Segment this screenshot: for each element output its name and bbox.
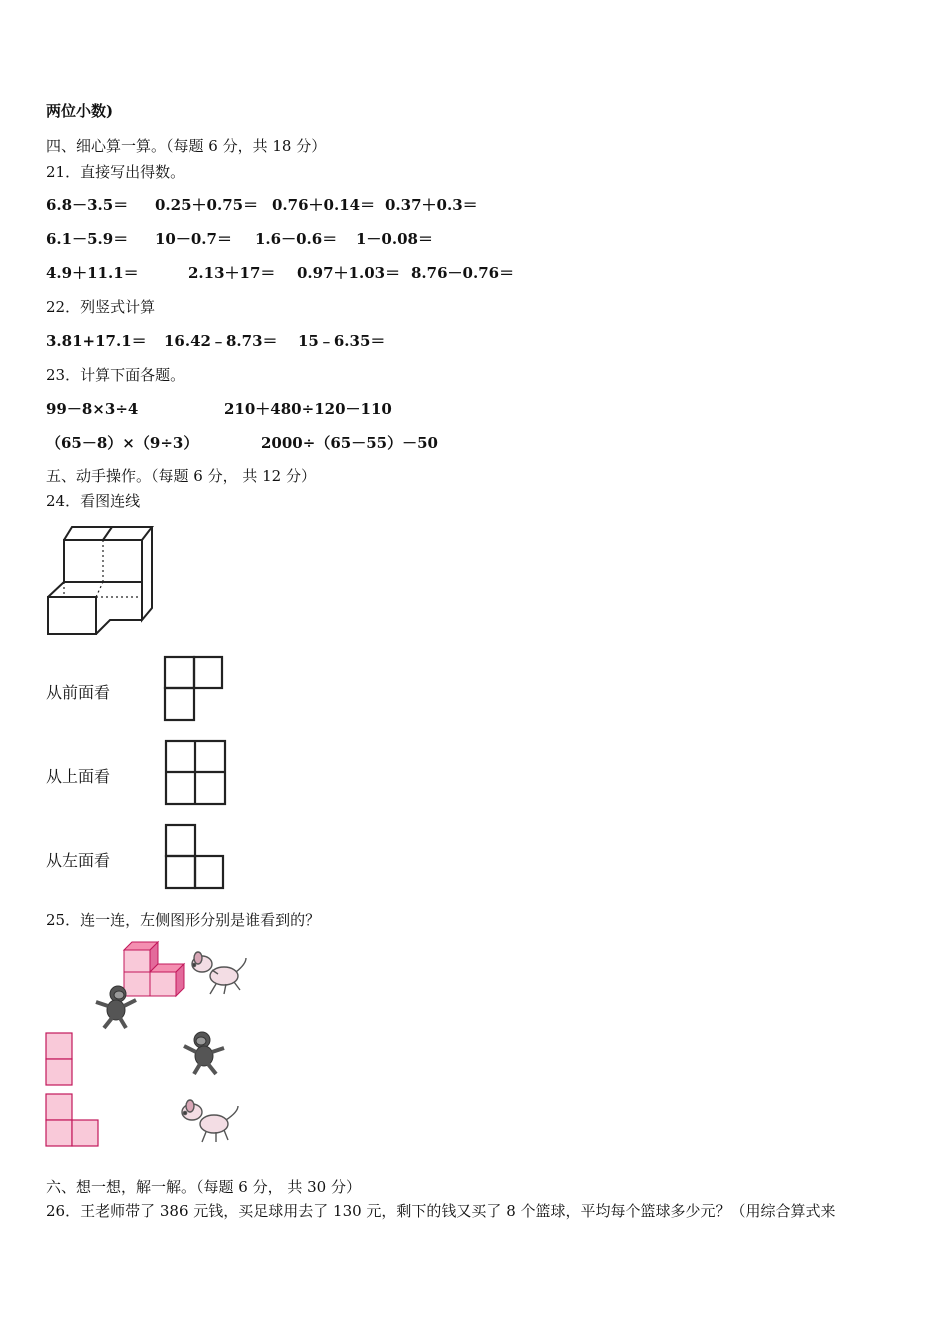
q23-item: 99－8×3÷4 — [46, 400, 139, 418]
q25-title: 25．连一连，左侧图形分别是谁看到的？ — [46, 911, 321, 929]
q21-item: 8.76－0.76＝ — [411, 264, 515, 282]
q23-title: 23．计算下面各题。 — [46, 366, 186, 384]
q21-item: 6.1－5.9＝ — [46, 230, 129, 248]
monkey-icon — [180, 1030, 228, 1076]
q23-item: 2000÷（65－55）－50 — [261, 434, 438, 452]
q21-item: 4.9＋11.1＝ — [46, 264, 139, 282]
q22-item: 15﹣6.35＝ — [298, 332, 386, 350]
pink-column-view — [45, 1032, 75, 1088]
q21-item: 1.6－0.6＝ — [255, 230, 338, 248]
q21-item: 1－0.08＝ — [356, 230, 433, 248]
q21-title: 21．直接写出得数。 — [46, 163, 186, 181]
q21-item: 10－0.7＝ — [155, 230, 232, 248]
q22-item: 16.42﹣8.73＝ — [164, 332, 278, 350]
view-diagram-l-shape-1 — [163, 655, 225, 723]
view-label-top: 从上面看 — [46, 767, 111, 786]
q26-text: 26．王老师带了 386 元钱，买足球用去了 130 元，剩下的钱又买了 8 个篮球，平均每个篮球多少元？（用综合算式来 — [46, 1202, 836, 1220]
view-label-left: 从左面看 — [46, 851, 111, 870]
cube-stack-figure — [44, 522, 159, 642]
view-diagram-square — [164, 739, 228, 807]
section-4-title: 四、细心算一算。（每题 6 分，共 18 分） — [46, 137, 327, 155]
pink-l-view — [45, 1093, 101, 1149]
section-6-title: 六、想一想，解一解。（每题 6 分， 共 30 分） — [46, 1178, 361, 1196]
q22-item: 3.81+17.1＝ — [46, 332, 147, 350]
q24-title: 24．看图连线 — [46, 492, 141, 510]
q21-item: 0.76＋0.14＝ — [272, 196, 376, 214]
dog-icon — [190, 950, 250, 998]
q23-item: 210＋480÷120－110 — [224, 400, 392, 418]
view-label-front: 从前面看 — [46, 683, 111, 702]
view-diagram-l-shape-2 — [164, 823, 226, 891]
monkey-icon — [92, 984, 140, 1030]
dog-icon — [180, 1098, 242, 1146]
q21-item: 6.8－3.5＝ — [46, 196, 129, 214]
q22-title: 22．列竖式计算 — [46, 298, 156, 316]
section-5-title: 五、动手操作。（每题 6 分， 共 12 分） — [46, 467, 316, 485]
q21-item: 0.97＋1.03＝ — [297, 264, 401, 282]
prev-question-tail: 两位小数) — [46, 102, 114, 120]
q21-item: 0.25＋0.75＝ — [155, 196, 259, 214]
q21-item: 0.37＋0.3＝ — [385, 196, 478, 214]
q23-item: （65－8）×（9÷3） — [46, 434, 199, 452]
q21-item: 2.13＋17＝ — [188, 264, 276, 282]
